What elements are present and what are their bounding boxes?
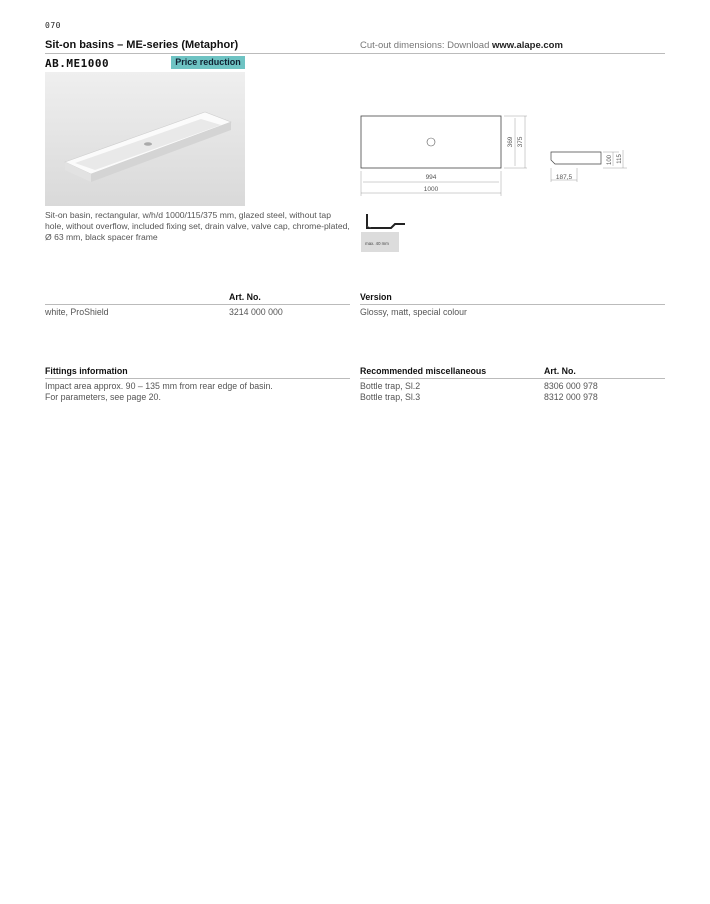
fittings-divider [45,378,350,379]
fittings-header: Fittings information [45,366,128,376]
header-divider [45,53,665,54]
misc-item-art: 8312 000 978 [544,392,598,402]
dim-115: 115 [617,154,623,164]
cutout-info [360,40,563,51]
dim-1000: 1000 [423,186,439,193]
article-version: Glossy, matt, special colour [360,307,467,317]
article-number: 3214 000 000 [229,307,283,317]
art-no-header: Art. No. [229,292,261,302]
price-reduction-badge: Price reduction [171,56,245,69]
max-40mm-label: max. 40 mm [365,241,389,246]
misc-item-art: 8306 000 978 [544,381,598,391]
page-title: Sit-on basins – ME-series (Metaphor) [45,39,239,51]
product-photo [45,72,245,206]
version-header: Version [360,292,392,302]
product-code: AB.ME1000 [45,57,110,70]
dim-100: 100 [607,154,613,166]
misc-header: Recommended miscellaneous [360,366,487,376]
technical-drawing [355,108,645,258]
fittings-line-2: For parameters, see page 20. [45,392,161,402]
article-divider-left [45,304,350,305]
article-name: white, ProShield [45,307,109,317]
product-description: Sit-on basin, rectangular, w/h/d 1000/115/375 mm, glazed steel, without tap hole, without overflow, included fixing set, drain valve, valve cap, chrome-plated, Ø 63 mm, black spacer frame [45,210,350,242]
page-number: 070 [45,21,61,30]
misc-art-header: Art. No. [544,366,576,376]
dim-994: 994 [425,174,437,181]
misc-divider [360,378,665,379]
cutout-prefix: Cut-out dimensions: Download [360,40,493,51]
article-divider-right [360,304,665,305]
cutout-link[interactable]: www.alape.com [492,40,563,51]
misc-item-name: Bottle trap, Sl.2 [360,381,421,391]
fittings-line-1: Impact area approx. 90 – 135 mm from rear edge of basin. [45,381,273,391]
dim-375: 375 [517,136,524,148]
misc-item-name: Bottle trap, Sl.3 [360,392,421,402]
dim-369: 369 [507,136,514,148]
dim-187: 187,5 [555,174,573,181]
